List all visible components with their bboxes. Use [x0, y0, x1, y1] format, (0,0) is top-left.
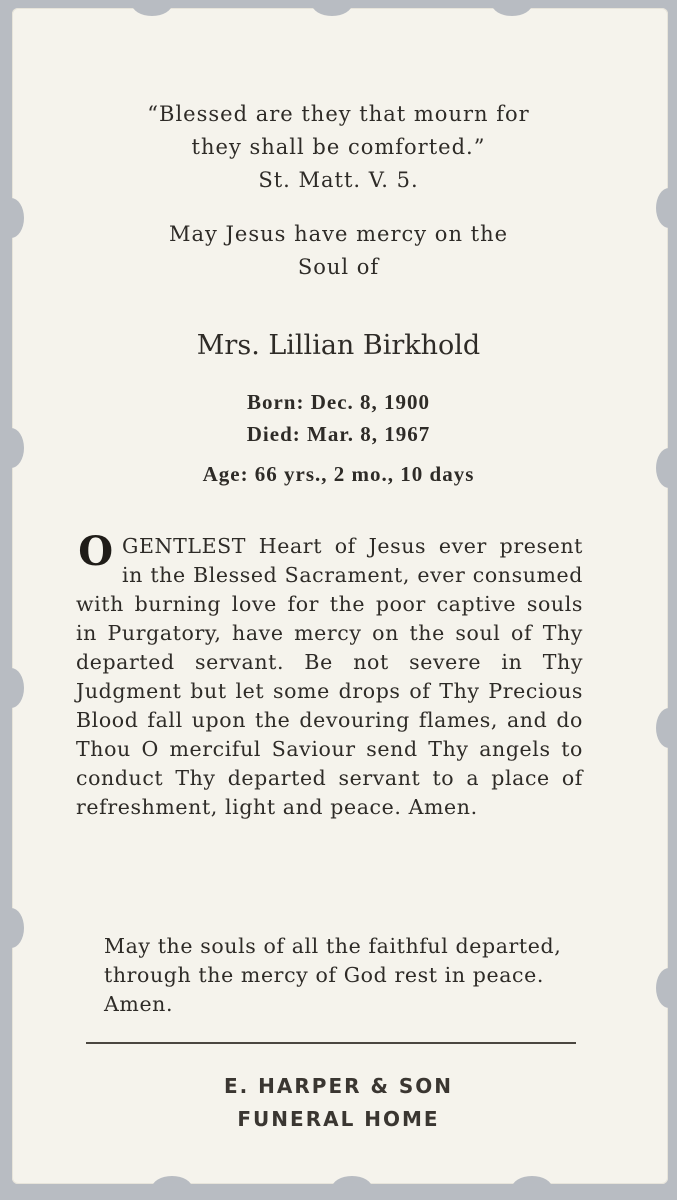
edge-scallop [132, 0, 172, 16]
prayer-text-block [76, 528, 583, 822]
quote-citation: St. Matt. V. 5. [258, 168, 419, 192]
edge-scallop [656, 708, 677, 748]
funeral-home-name: E. HARPER & SON [223, 1074, 454, 1098]
dropcap: O [78, 528, 114, 575]
edge-scallop [152, 1176, 192, 1200]
scripture-quote [0, 98, 677, 197]
funeral-home-label: FUNERAL HOME [237, 1107, 440, 1131]
life-dates [0, 386, 677, 450]
deceased-name: Mrs. Lillian Birkhold [196, 330, 481, 361]
edge-scallop [312, 0, 352, 16]
closing-prayer: May the souls of all the faithful departed, through the mercy of God rest in peace. Amen. [104, 934, 562, 1016]
edge-scallop [0, 908, 24, 948]
divider-rule [86, 1042, 576, 1044]
edge-scallop [512, 1176, 552, 1200]
died-date: Died: Mar. 8, 1967 [246, 422, 431, 446]
edge-scallop [332, 1176, 372, 1200]
invocation-line: Soul of [297, 255, 380, 279]
born-date: Born: Dec. 8, 1900 [246, 390, 431, 414]
prayer-body: GENTLEST Heart of Jesus ever present in the Blessed Sacrament, ever consumed with burning love for the poor captive souls in Purgatory, have mercy on the soul of Thy departed servant. Be not severe in Thy Judgment but let some drops of Thy Precious Blood fall upon the devouring flames, and do Thou O merciful Saviour send Thy angels to conduct Thy departed servant to a place of refreshment, light and peace. Amen. [76, 534, 583, 819]
edge-scallop [492, 0, 532, 16]
edge-scallop [0, 668, 24, 708]
age-at-death: Age: 66 yrs., 2 mo., 10 days [202, 462, 475, 486]
invocation [0, 218, 677, 284]
quote-line: they shall be comforted.” [191, 135, 486, 159]
quote-line: “Blessed are they that mourn for [147, 102, 530, 126]
edge-scallop [656, 968, 677, 1008]
invocation-line: May Jesus have mercy on the [168, 222, 509, 246]
